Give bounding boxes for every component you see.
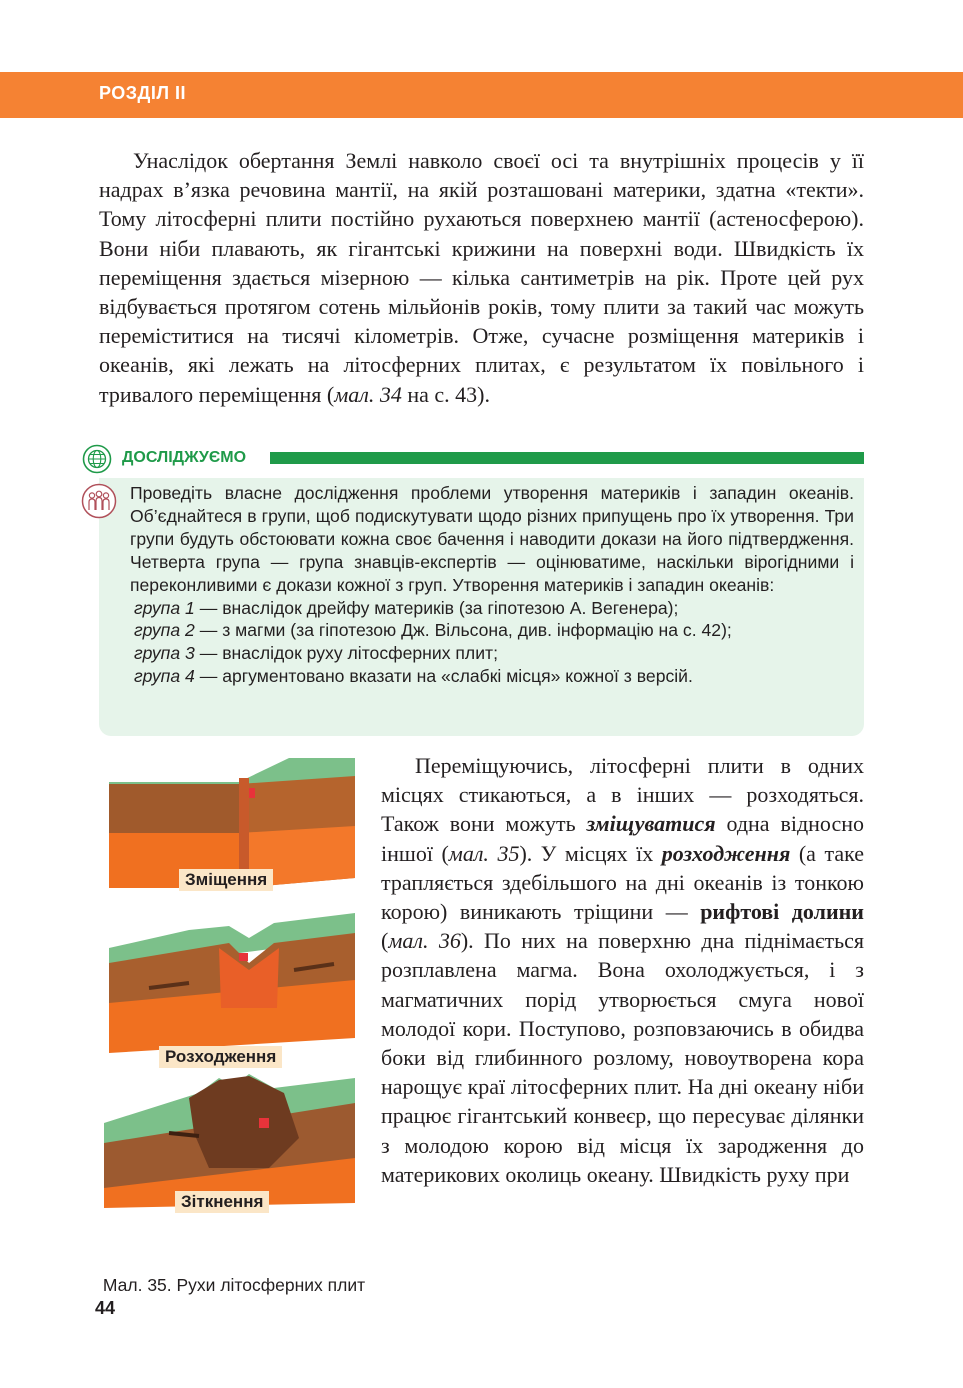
group-text: — внаслідок дрейфу материків (за гіпотезою А. Вегенера); (194, 597, 679, 618)
body-text: ( (381, 928, 389, 954)
group-label: група 3 (134, 643, 195, 664)
term-rift-valleys: рифтові долини (700, 899, 864, 925)
collision-diagram (104, 1074, 355, 1208)
research-heading (82, 444, 864, 474)
research-text (130, 482, 854, 688)
figure-ref: мал. 35 (448, 840, 520, 866)
group-item (130, 665, 854, 688)
group-item (130, 597, 854, 620)
group-text: — внаслідок руху літосферних плит; (194, 643, 498, 664)
collision-label: Зіткнення (175, 1191, 269, 1213)
group-label: група 2 (134, 620, 195, 641)
divergence-diagram (109, 913, 355, 1053)
plate-movements-figure (99, 748, 369, 1295)
body-text: Переміщуючись, літосферні плити в одних місцях стикаються, а в інших — розходяться. Також вони можуть (381, 753, 864, 837)
group-text: — з магми (за гіпотезою Дж. Вільсона, див. інформацію на с. 42); (194, 620, 732, 641)
section-title: РОЗДІЛ ІІ (99, 83, 187, 103)
page-number: 44 (95, 1298, 116, 1318)
divergence-label: Розходження (159, 1046, 282, 1068)
research-box (99, 478, 864, 736)
figure-caption: Мал. 35. Рухи літосферних плит (102, 1275, 366, 1295)
body-text: ). По них на поверхню дна піднімається розплавлена магма. Вона охолоджується, і з магматичних порід утворюється смуга нової молодої кори. Поступово, розповзаючись в обидва боки від глибинного розлому, новоутворена кора нарощує краї літосферних плит. На дні океану ніби працює гігантський конвеєр, що пересуває ділянки з молодою корою від місця їх зародження до материкових околиць океану. Швидкість руху при (381, 928, 864, 1187)
research-instructions: Проведіть власне дослідження проблеми утворення материків і западин океанів. Об’єднайтеся в групи, щоб подискутувати щодо різних припущень про їх утворення. Три групи будуть обстоювати кожна своє бачення і наводити докази на його підтвердження. Четверта група — група знавців-експертів — оцінюватиме, наскільки вірогідними і переконливими є докази кожної з груп. Утворення материків і западин океанів: (130, 483, 854, 595)
term-shift: зміщуватися (586, 811, 716, 837)
intro-tail: на с. 43). (401, 381, 490, 407)
research-divider (270, 452, 864, 464)
group-people-icon (81, 483, 117, 519)
body-text: (а таке трапляється здебільшого на дні океанів із тонкою корою) виникають тріщини — (381, 840, 864, 925)
group-text: — аргументовано вказати на «слабкі місця» кожної з версій. (194, 666, 693, 687)
group-label: група 1 (134, 597, 195, 618)
intro-figure-ref: мал. 34 (334, 381, 402, 407)
figure-ref: мал. 36 (388, 928, 461, 954)
group-item (130, 642, 854, 665)
group-item (130, 619, 854, 642)
globe-icon (82, 444, 112, 474)
section-header-bar (0, 72, 963, 118)
intro-text: Унаслідок обертання Землі навколо своєї осі та внутрішніх процесів у її надрах в’язка речовина мантії, на якій розташовані материки, здатна «текти». Тому літосферні плити постійно рухаються поверхнею мантії (астеносферою). Вони ніби плавають, як гігантські крижини на поверхні води. Швидкість їх переміщення здається мізерною — кілька сантиметрів на рік. Проте цей рух відбувається протягом сотень мільйонів років, тому плити за такий час можуть переміститися на тисячі кілометрів. Отже, сучасне розміщення материків і океанів, які лежать на літосферних плитах, є результатом їх повільного і тривалого переміщення ( (99, 148, 864, 407)
intro-paragraph (99, 146, 864, 409)
term-divergence: розходження (661, 840, 791, 866)
shift-label: Зміщення (179, 869, 273, 891)
body-text: ). У місцях їх (519, 840, 662, 866)
body-text: одна відносно іншої ( (381, 811, 864, 866)
research-title: ДОСЛІДЖУЄМО (122, 449, 247, 466)
body-paragraph (381, 751, 864, 1189)
group-label: група 4 (134, 666, 195, 687)
